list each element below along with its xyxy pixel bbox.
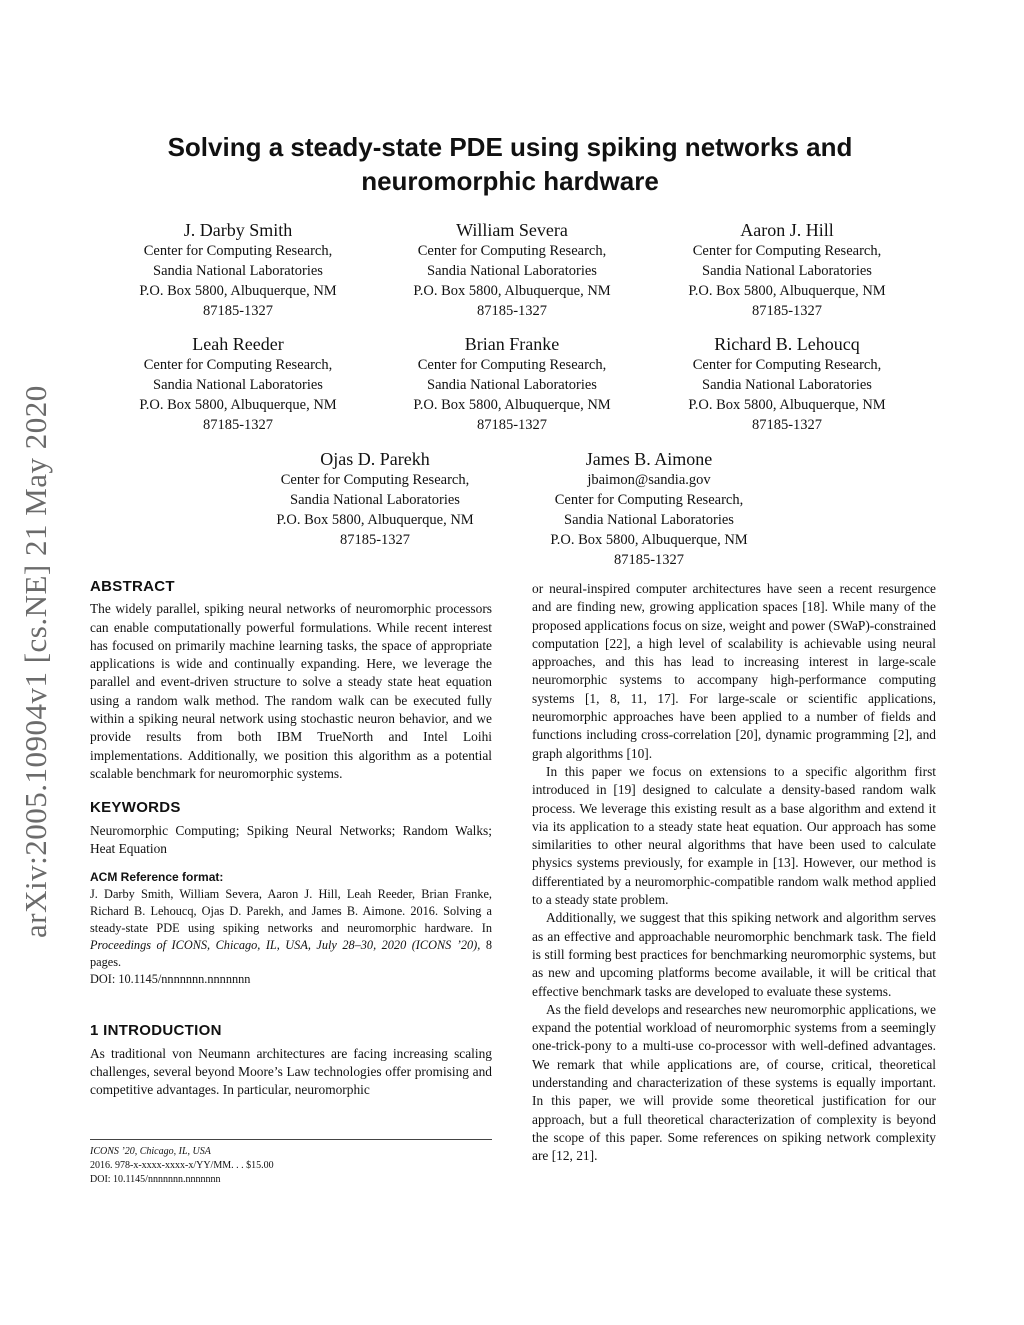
left-column (90, 578, 492, 1100)
author-address: P.O. Box 5800, Albuquerque, NM (550, 532, 748, 548)
author-name: Leah Reeder (192, 334, 284, 354)
author-zip: 87185-1327 (751, 303, 823, 319)
author-affil: Sandia National Laboratories (427, 377, 597, 393)
title-line-1: Solving a steady-state PDE using spiking networks and (167, 132, 853, 162)
author-address: P.O. Box 5800, Albuquerque, NM (139, 283, 337, 299)
keywords-text: Neuromorphic Computing; Spiking Neural Networks; Random Walks; Heat Equation (90, 822, 492, 856)
author-block (113, 219, 363, 321)
author-block (387, 333, 637, 435)
intro-paragraph: In this paper we focus on extensions to a specific algorithm first introduced in [19] designed to calculate a density-based random walk process. We leverage this existing result as a base algorithm and extend it via its application to a steady state heat equation. Our approach has some similarities to other neural algorithms that have been used to calculate physics systems previously, for example in [13]. However, our method is differentiated by a neuromorphic-compatible random walk method applied to a steady state problem. (532, 763, 936, 908)
author-zip: 87185-1327 (339, 532, 411, 548)
footnote-isbn: 2016. 978-x-xxxx-xxxx-x/YY/MM. . . $15.00 (90, 1160, 274, 1171)
author-block (250, 448, 500, 550)
author-zip: 87185-1327 (202, 417, 274, 433)
author-affil: Sandia National Laboratories (153, 263, 323, 279)
author-name: Aaron J. Hill (740, 220, 834, 240)
author-affil: Center for Computing Research, (143, 243, 333, 259)
acm-ref-pages: 8 pages. (90, 938, 492, 970)
author-name: J. Darby Smith (183, 220, 293, 240)
intro-text-left: As traditional von Neumann architectures are facing increasing scaling challenges, several beyond Moore’s Law technologies offer promising and competitive advantages. In particular, neuromorphic (90, 1045, 492, 1098)
author-address: P.O. Box 5800, Albuquerque, NM (276, 512, 474, 528)
intro-paragraph: or neural-inspired computer architectures have seen a recent resurgence and are finding new, growing application spaces [18]. While many of the proposed applications focus on size, weight and power (SWaP)-constrained computation [22], a high level of scalability is achievable using neural approaches, and this has lead to increasing interest in large-scale neuromorphic systems to accompany high-performance computing systems [1, 8, 11, 17]. For large-scale or scientific applications, neuromorphic approaches have been applied to a number of fields and functions including cross-correlation [20], dynamic programming [2], and graph algorithms [10]. (532, 581, 936, 761)
author-affil: Center for Computing Research, (692, 357, 882, 373)
title-line-2: neuromorphic hardware (361, 166, 659, 196)
author-address: P.O. Box 5800, Albuquerque, NM (413, 283, 611, 299)
paper-title (130, 130, 890, 198)
author-name: James B. Aimone (585, 449, 713, 469)
author-name: Brian Franke (464, 334, 560, 354)
author-affil: Sandia National Laboratories (564, 512, 734, 528)
author-affil: Center for Computing Research, (554, 492, 744, 508)
author-zip: 87185-1327 (751, 417, 823, 433)
arxiv-stamp: arXiv:2005.10904v1 [cs.NE] 21 May 2020 (18, 385, 53, 938)
author-email: jbaimon@sandia.gov (587, 472, 711, 488)
author-affil: Sandia National Laboratories (702, 377, 872, 393)
author-affil: Center for Computing Research, (417, 357, 607, 373)
author-address: P.O. Box 5800, Albuquerque, NM (688, 283, 886, 299)
acm-reference (90, 868, 492, 988)
author-block (387, 219, 637, 321)
author-block (662, 219, 912, 321)
footnote-doi: DOI: 10.1145/nnnnnnn.nnnnnnn (90, 1174, 221, 1185)
author-address: P.O. Box 5800, Albuquerque, NM (413, 397, 611, 413)
author-address: P.O. Box 5800, Albuquerque, NM (688, 397, 886, 413)
keywords-heading: KEYWORDS (90, 799, 181, 817)
author-block (113, 333, 363, 435)
right-column (532, 580, 936, 1166)
author-affil: Center for Computing Research, (280, 472, 470, 488)
author-zip: 87185-1327 (476, 417, 548, 433)
author-block (524, 448, 774, 570)
acm-ref-text (90, 886, 492, 971)
author-name: Richard B. Lehoucq (714, 334, 860, 354)
intro-paragraph: As the field develops and researches new neuromorphic applications, we expand the potential workload of neuromorphic systems from a seemingly one-trick-pony to a multi-use co-processor with well-defined advantages. We remark that while applications are, of course, critical, theoretical understanding and characterization of these systems is equally important. In this paper, we will provide some theoretical justification for our approach, but a full theoretical characterization of complexity is beyond the scope of this paper. Some references on spiking network complexity are [12, 21]. (532, 1001, 936, 1164)
acm-ref-citation: J. Darby Smith, William Severa, Aaron J. Hill, Leah Reeder, Brian Franke, Richard B. Lehoucq, Ojas D. Parekh, and James B. Aimone. 2016. Solving a steady-state PDE using spiking networks and neuromorphic hardware. In (90, 887, 492, 936)
author-affil: Sandia National Laboratories (153, 377, 323, 393)
author-name: William Severa (456, 220, 568, 240)
author-affil: Sandia National Laboratories (427, 263, 597, 279)
author-zip: 87185-1327 (613, 552, 685, 568)
abstract-heading: ABSTRACT (90, 578, 175, 595)
acm-ref-proceedings: Proceedings of ICONS, Chicago, IL, USA, July 28–30, 2020 (ICONS ’20), (90, 938, 481, 953)
introduction-heading: 1 INTRODUCTION (90, 1022, 222, 1040)
author-name: Ojas D. Parekh (320, 449, 430, 469)
author-affil: Center for Computing Research, (417, 243, 607, 259)
footnote-venue: ICONS ’20, Chicago, IL, USA (90, 1146, 211, 1157)
author-affil: Sandia National Laboratories (702, 263, 872, 279)
intro-paragraph: Additionally, we suggest that this spiking network and algorithm serves as an effective and approachable neuromorphic benchmark task. The field is still forming best practices for benchmarking neuromorphic systems, but as new and upcoming platforms become available, it will be critical that effective benchmark tasks are developed to evaluate these systems. (532, 910, 936, 999)
abstract-text: The widely parallel, spiking neural networks of neuromorphic processors can enable computationally powerful formulations. While recent interest has focused on primarily machine learning tasks, the space of appropriate applications is wide and continually expanding. Here, we leverage the parallel and event-driven structure to solve a steady state heat equation using a random walk method. The random walk can be executed fully within a spiking neural network using stochastic neuron behavior, and we provide results from both IBM TrueNorth and Intel Loihi implementations. Additionally, we position this algorithm as a potential scalable benchmark for neuromorphic systems. (90, 601, 492, 781)
author-affil: Center for Computing Research, (143, 357, 333, 373)
author-zip: 87185-1327 (202, 303, 274, 319)
author-block (662, 333, 912, 435)
acm-ref-label: ACM Reference format: (90, 870, 224, 885)
acm-ref-doi: DOI: 10.1145/nnnnnnn.nnnnnnn (90, 972, 251, 987)
author-affil: Center for Computing Research, (692, 243, 882, 259)
author-address: P.O. Box 5800, Albuquerque, NM (139, 397, 337, 413)
footnote-divider (90, 1139, 492, 1140)
author-zip: 87185-1327 (476, 303, 548, 319)
author-affil: Sandia National Laboratories (290, 492, 460, 508)
